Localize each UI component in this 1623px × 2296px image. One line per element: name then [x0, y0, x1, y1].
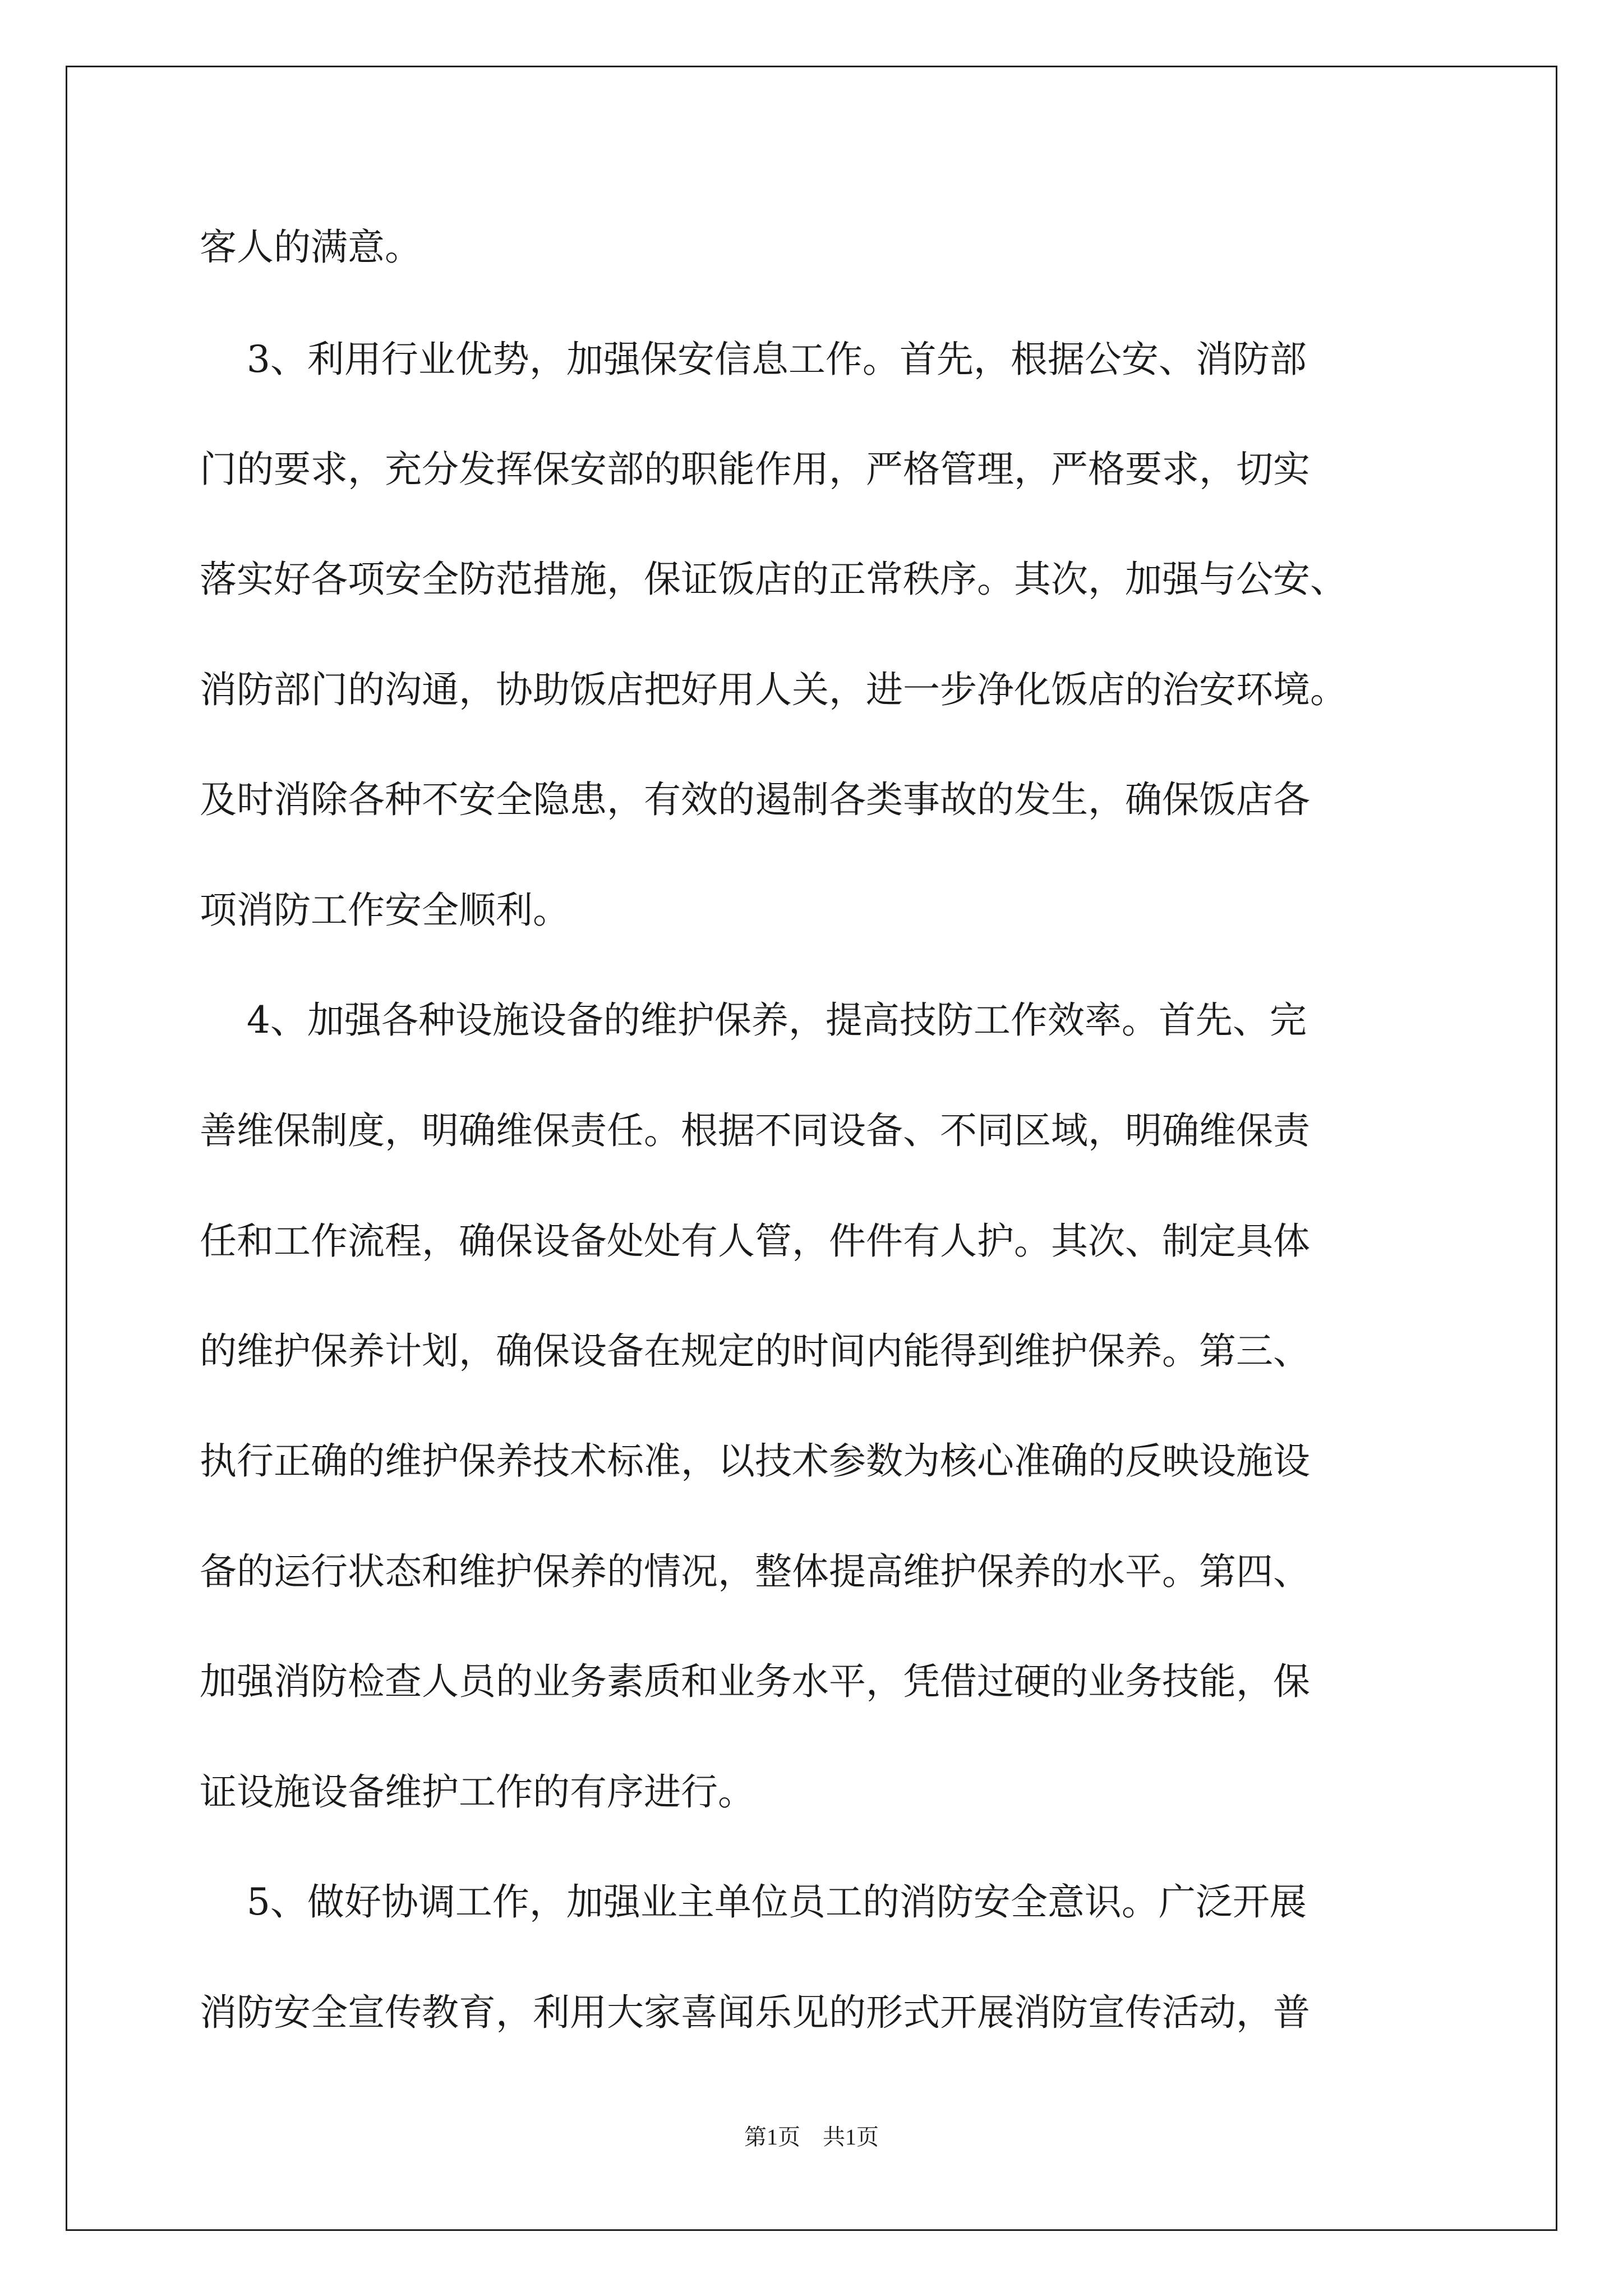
- text-line: 证设施设备维护工作的有序进行。: [200, 1770, 755, 1814]
- text-line: 执行正确的维护保养技术标准，以技术参数为核心准确的反映设施设: [200, 1439, 1310, 1483]
- text-line: 落实好各项安全防范措施，保证饭店的正常秩序。其次，加强与公安、: [200, 558, 1347, 601]
- text-line: 消防部门的沟通，协助饭店把好用人关，进一步净化饭店的治安环境。: [200, 668, 1347, 711]
- text-line: 加强消防检查人员的业务素质和业务水平，凭借过硬的业务技能，保: [200, 1660, 1310, 1703]
- text-line: 的维护保养计划，确保设备在规定的时间内能得到维护保养。第三、: [200, 1329, 1310, 1373]
- text-line: 项消防工作安全顺利。: [200, 889, 570, 932]
- text-line: 4、加强各种设施设备的维护保养，提高技防工作效率。首先、完: [200, 999, 1307, 1042]
- text-line: 任和工作流程，确保设备处处有人管，件件有人护。其次、制定具体: [200, 1220, 1310, 1263]
- page-number-footer: 第1页 共1页: [744, 2124, 879, 2150]
- text-line: 3、利用行业优势，加强保安信息工作。首先，根据公安、消防部: [200, 338, 1307, 381]
- text-line: 善维保制度，明确维保责任。根据不同设备、不同区域，明确维保责: [200, 1109, 1310, 1152]
- text-line: 消防安全宣传教育，利用大家喜闻乐见的形式开展消防宣传活动，普: [200, 1991, 1310, 2034]
- text-line: 5、做好协调工作，加强业主单位员工的消防安全意识。广泛开展: [200, 1880, 1307, 1924]
- text-line: 备的运行状态和维护保养的情况，整体提高维护保养的水平。第四、: [200, 1550, 1310, 1593]
- text-line: 门的要求，充分发挥保安部的职能作用，严格管理，严格要求，切实: [200, 448, 1310, 491]
- text-line: 及时消除各种不安全隐患，有效的遏制各类事故的发生，确保饭店各: [200, 778, 1310, 821]
- text-line: 客人的满意。: [200, 226, 422, 269]
